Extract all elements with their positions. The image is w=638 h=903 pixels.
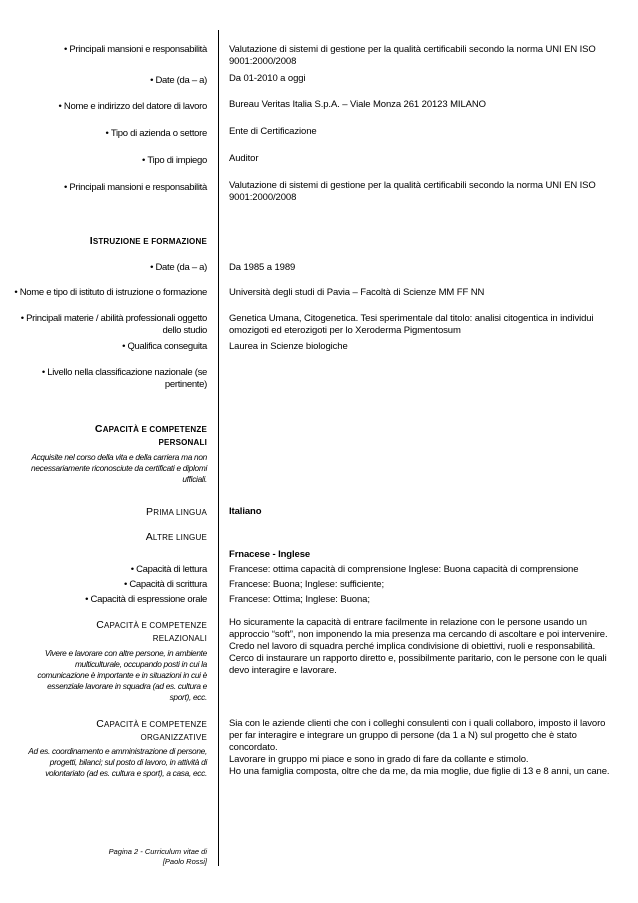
- value-date-istruzione: Da 1985 a 1989: [229, 262, 296, 273]
- label-role: • Tipo di impiego: [7, 155, 207, 167]
- label-mansioni: • Principali mansioni e responsabilità: [7, 182, 207, 194]
- label-date-job: • Date (da – a): [7, 75, 207, 87]
- label-date-istruzione: • Date (da – a): [7, 262, 207, 274]
- text-relazionali: [229, 617, 619, 677]
- organizzative-paragraph: Lavorare in gruppo mi piace e sono in grado di fare da collante e stimolo.: [229, 754, 529, 765]
- label-livello: • Livello nella classificazione nazionale (se pertinente): [7, 367, 207, 391]
- label-prima-lingua: PRIMA LINGUA: [146, 506, 207, 518]
- page-footer: Pagina 2 - Curriculum vitae di [Paolo Rossi]: [108, 847, 207, 866]
- label-istituto: • Nome e tipo di istituto di istruzione o formazione: [7, 287, 207, 299]
- text-organizzative: [229, 718, 619, 778]
- relazionali-paragraph: Credo nel lavoro di squadra perché implica condivisione di obiettivi, ruoli e responsabilità.: [229, 641, 596, 652]
- label-materie: • Principali materie / abilità professionali oggetto dello studio: [7, 313, 207, 337]
- value-materie: Genetica Umana, Citogenetica. Tesi sperimentale dal titolo: analisi citogentica in individui omozigoti ed eterozigoti per lo Xeroderma Pigmentosum: [229, 313, 594, 336]
- label-orale: • Capacità di espressione orale: [7, 594, 207, 606]
- value-mansioni: Valutazione di sistemi di gestione per la qualità certificabili secondo la norma UNI EN ISO 9001:2000/2008: [229, 180, 596, 203]
- relazionali-paragraph: Cerco di instaurare un rapporto diretto e, possibilmente paritario, con le persone con le quali devo interagire e lavorare.: [229, 653, 607, 676]
- section-title-istruzione: ISTRUZIONE E FORMAZIONE: [89, 235, 207, 247]
- organizzative-paragraph: Ho una famiglia composta, oltre che da me, da mia moglie, due figlie di 13 e 8 anni, un cane.: [229, 766, 610, 777]
- value-orale: Francese: Ottima; Inglese: Buona;: [229, 594, 370, 605]
- value-scrittura: Francese: Buona; Inglese: sufficiente;: [229, 579, 384, 590]
- value-sector: Ente di Certificazione: [229, 126, 317, 137]
- label-qualifica: • Qualifica conseguita: [7, 341, 207, 353]
- value-employer: Bureau Veritas Italia S.p.A. – Viale Monza 261 20123 MILANO: [229, 99, 486, 110]
- organizzative-paragraph: Sia con le aziende clienti che con i colleghi consulenti con i quali collaboro, imposto il lavoro per far interagire e integrare un gruppo di persone (da 1 a N) sul progetto che è stato concordato.: [229, 718, 606, 753]
- label-employer: • Nome e indirizzo del datore di lavoro: [7, 101, 207, 113]
- note-personali: Acquisite nel corso della vita e della carriera ma non necessariamente riconosciute da certificati e diplomi ufficiali.: [31, 452, 207, 484]
- relazionali-paragraph: Ho sicuramente la capacità di entrare facilmente in relazione con le persone usando un approccio “soft”, non imponendo la mia presenza ma cercando di ascoltare e poi intervenire.: [229, 617, 608, 640]
- section-title-organizzative: CAPACITÀ E COMPETENZE ORGANIZZATIVE: [96, 718, 207, 742]
- section-title-relazionali: CAPACITÀ E COMPETENZE RELAZIONALI: [96, 619, 207, 643]
- value-role: Auditor: [229, 153, 259, 164]
- value-date-job: Da 01-2010 a oggi: [229, 73, 306, 84]
- label-altre-lingue: ALTRE LINGUE: [145, 531, 207, 543]
- label-mansioni-top: • Principali mansioni e responsabilità: [7, 44, 207, 56]
- column-divider: [218, 30, 219, 866]
- section-title-personali: CAPACITÀ E COMPETENZE PERSONALI: [94, 423, 207, 447]
- value-istituto: Università degli studi di Pavia – Facoltà di Scienze MM FF NN: [229, 287, 485, 298]
- value-altre-lingue: Frnacese - Inglese: [229, 549, 311, 560]
- value-mansioni-top: Valutazione di sistemi di gestione per la qualità certificabili secondo la norma UNI EN ISO 9001:2000/2008: [229, 44, 596, 67]
- value-lettura: Francese: ottima capacità di comprensione Inglese: Buona capacità di comprensione: [229, 564, 579, 575]
- note-relazionali: Vivere e lavorare con altre persone, in ambiente multiculturale, occupando posti in cui la comunicazione è importante e in situazioni in cui è essenziale lavorare in squadra (ad es. cultura e sport), ecc.: [37, 648, 207, 702]
- note-organizzative: Ad es. coordinamento e amministrazione di persone, progetti, bilanci; sul posto di lavoro, in attività di volontariato (ad es. cultura e sport), a casa, ecc.: [28, 746, 207, 778]
- label-lettura: • Capacità di lettura: [7, 564, 207, 576]
- label-scrittura: • Capacità di scrittura: [7, 579, 207, 591]
- value-qualifica: Laurea in Scienze biologiche: [229, 341, 348, 352]
- value-prima-lingua: Italiano: [229, 506, 262, 517]
- label-sector: • Tipo di azienda o settore: [7, 128, 207, 140]
